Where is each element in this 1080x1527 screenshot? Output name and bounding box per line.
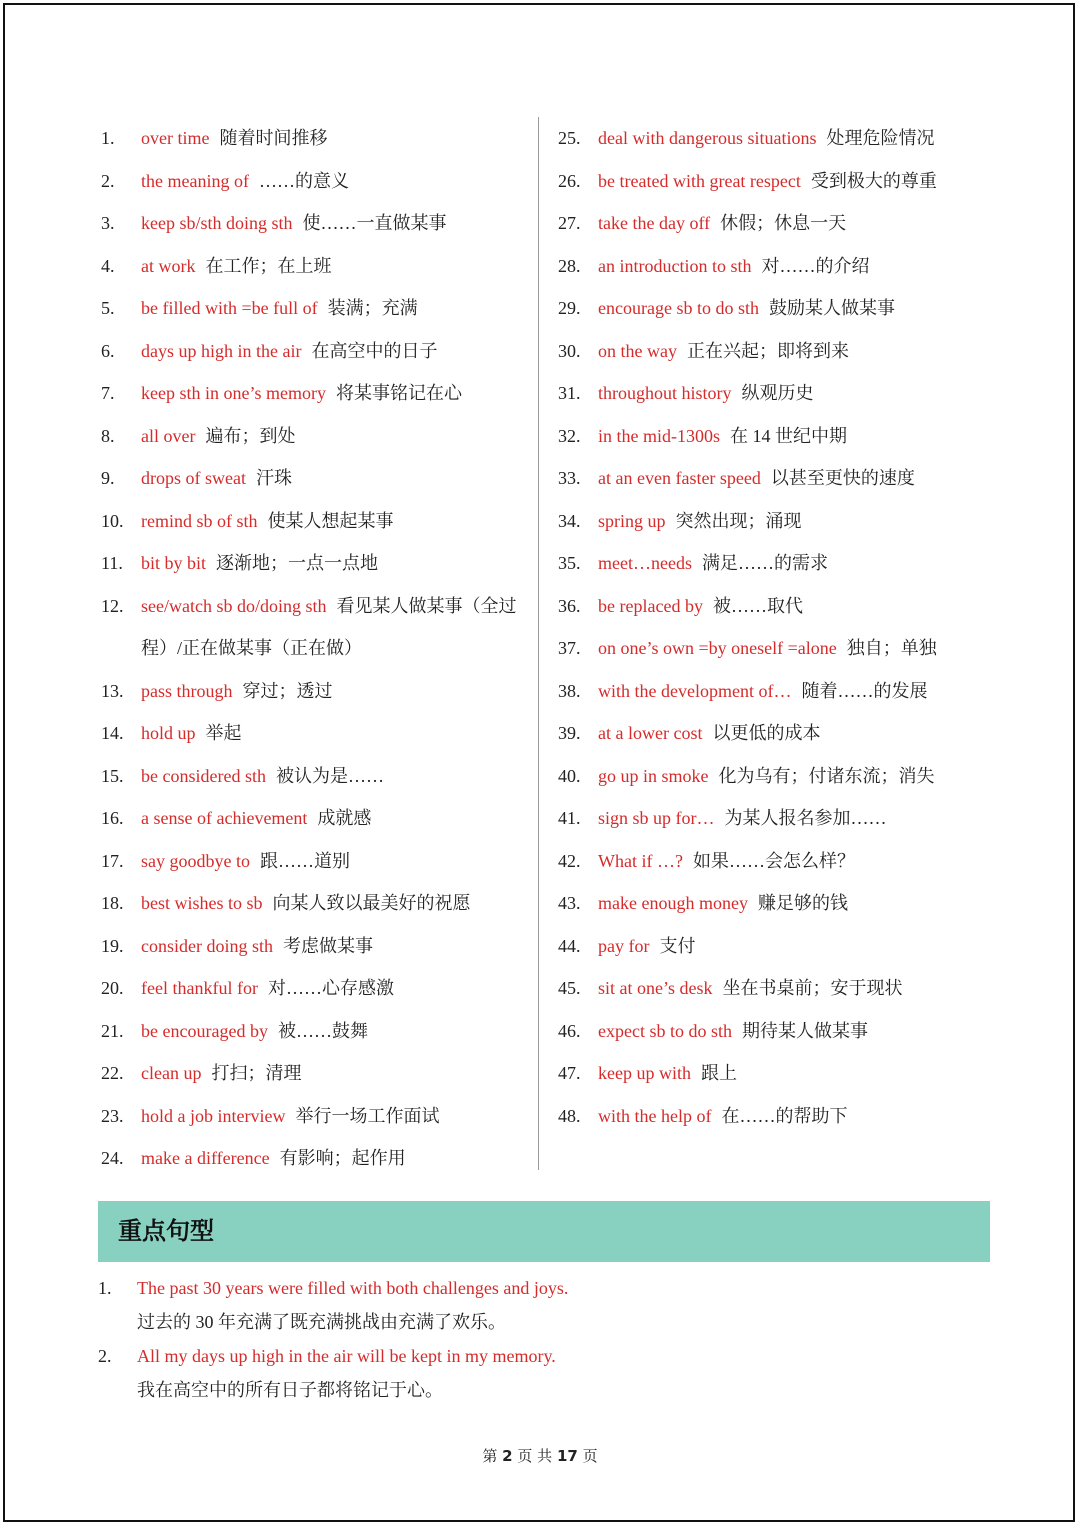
phrase-text [598,712,998,755]
phrase-english: clean up [141,1063,202,1083]
phrase-chinese: 在 14 世纪中期 [730,425,847,446]
phrase-item [558,245,998,288]
phrase-text [598,967,998,1010]
phrase-item [101,415,531,458]
phrase-text [141,840,531,883]
column-divider [538,117,539,1170]
sentence-item [98,1272,978,1340]
phrase-item [558,840,998,883]
phrase-item [558,1095,998,1138]
phrase-number: 12. [101,595,124,616]
phrase-english: be considered sth [141,765,266,786]
phrase-text [141,925,531,968]
phrase-chinese: 穿过；透过 [242,680,333,701]
phrase-item [558,117,998,160]
phrase-english: at work [141,255,196,276]
phrase-chinese: 为某人报名参加…… [724,808,887,828]
phrase-text [141,542,531,585]
phrase-chinese: 鼓励某人做某事 [768,298,895,318]
phrase-item [101,1010,531,1053]
phrase-chinese: 使……一直做某事 [302,213,447,233]
phrase-item [558,1010,998,1053]
phrase-english: keep sb/sth doing sth [141,213,293,233]
phrase-english: all over [141,425,196,446]
phrase-item [558,372,998,415]
phrase-item [101,1052,531,1095]
phrase-english: best wishes to sb [141,893,263,913]
phrase-number: 1. [101,128,115,148]
phrase-english: take the day off [598,213,711,233]
phrase-english: meet…needs [598,553,692,573]
phrase-item [101,372,531,415]
phrase-number: 37. [558,638,581,658]
phrase-item [558,202,998,245]
phrase-item [558,712,998,755]
phrase-chinese: 化为乌有；付诸东流；消失 [718,765,935,786]
phrase-chinese: 被……取代 [712,595,803,616]
phrase-number: 46. [558,1020,581,1041]
phrase-chinese: 支付 [659,935,696,956]
phrase-number: 34. [558,510,581,531]
phrase-chinese: 休假；休息一天 [720,213,847,233]
phrase-item [558,585,998,628]
phrase-english: over time [141,128,210,148]
phrase-text [141,500,531,543]
sentence-english: All my days up high in the air will be kept in my memory. [137,1346,556,1366]
phrase-chinese: 突然出现；涌现 [675,510,802,531]
phrase-english: feel thankful for [141,978,258,998]
phrase-english: with the development of… [598,680,792,701]
section-title: 重点句型 [118,1217,214,1245]
phrase-text [141,670,531,713]
phrase-chinese: 跟……道别 [259,850,350,871]
phrase-english: at a lower cost [598,723,703,743]
phrase-english: keep up with [598,1063,691,1083]
phrase-item [101,840,531,883]
phrase-text [141,287,531,330]
phrase-item [101,457,531,500]
phrase-english: on the way [598,340,677,361]
phrase-english: drops of sweat [141,468,246,488]
phrase-english: go up in smoke [598,765,709,786]
phrase-english: the meaning of [141,170,249,191]
phrase-item [558,797,998,840]
phrase-list-left [101,117,531,1180]
phrase-text [598,840,998,883]
phrase-number: 3. [101,213,115,233]
phrase-item [101,712,531,755]
sentence-number: 2. [98,1346,112,1366]
phrase-chinese: 举起 [205,723,242,743]
phrase-text [141,117,531,160]
phrase-item [101,882,531,925]
phrase-item [558,500,998,543]
phrase-number: 27. [558,213,581,233]
phrase-text [141,415,531,458]
phrase-chinese: 坐在书桌前；安于现状 [722,978,903,998]
phrase-chinese: 有影响；起作用 [279,1148,406,1168]
phrase-text [598,882,998,925]
phrase-text [598,1095,998,1138]
phrase-item [101,755,531,798]
phrase-number: 39. [558,723,581,743]
phrase-text [141,202,531,245]
sentence-body [137,1340,978,1408]
phrase-number: 8. [101,425,115,446]
phrase-text [141,712,531,755]
phrase-chinese: 汗珠 [255,468,292,488]
phrase-number: 6. [101,340,115,361]
phrase-text [598,797,998,840]
phrase-text [598,202,998,245]
phrase-text [141,1095,531,1138]
phrase-english: be treated with great respect [598,170,801,191]
phrase-number: 45. [558,978,581,998]
phrase-number: 26. [558,170,581,191]
phrase-english: days up high in the air [141,340,302,361]
phrase-text [598,245,998,288]
phrase-english: hold a job interview [141,1105,286,1126]
phrase-item [558,755,998,798]
phrase-chinese: 考虑做某事 [283,935,373,956]
phrase-item [101,1137,531,1180]
phrase-item [558,415,998,458]
phrase-number: 32. [558,425,581,446]
phrase-number: 31. [558,383,581,403]
phrase-english: in the mid-1300s [598,425,720,446]
phrase-english: hold up [141,723,196,743]
phrase-english: be filled with =be full of [141,298,318,318]
phrase-item [101,245,531,288]
footer-mid2: 共 [537,1447,553,1465]
phrase-text [141,160,531,203]
phrase-number: 7. [101,383,115,403]
sentence-body [137,1272,978,1340]
phrase-chinese: 以甚至更快的速度 [770,468,915,488]
footer-mid1: 页 [517,1447,533,1465]
phrase-text [598,117,998,160]
phrase-chinese: 遍布；到处 [205,425,296,446]
phrase-item [101,202,531,245]
phrase-number: 22. [101,1063,124,1083]
phrase-number: 48. [558,1105,581,1126]
phrase-item [558,330,998,373]
phrase-chinese: 受到极大的尊重 [810,170,937,191]
phrase-number: 35. [558,553,581,573]
phrase-chinese: 举行一场工作面试 [295,1105,440,1126]
phrase-item [101,1095,531,1138]
sentence-list [98,1272,978,1408]
phrase-text [598,670,998,713]
phrase-chinese: 被……鼓舞 [277,1020,368,1041]
phrase-english: with the help of [598,1105,712,1126]
phrase-english: see/watch sb do/doing sth [141,595,327,616]
phrase-text [141,245,531,288]
phrase-chinese: 看见某人做某事（全过程）/正在做某事（正在做） [141,595,517,658]
phrase-english: What if …? [598,850,683,871]
phrase-item [558,925,998,968]
phrase-chinese: 如果……会怎么样？ [692,850,855,871]
phrase-number: 5. [101,298,115,318]
phrase-text [141,330,531,373]
phrase-number: 4. [101,255,115,276]
phrase-english: sit at one’s desk [598,978,713,998]
phrase-text [598,372,998,415]
footer-page-number: 2 [502,1447,513,1465]
phrase-item [101,797,531,840]
footer-suffix: 页 [582,1447,598,1465]
sentence-item [98,1340,978,1408]
phrase-item [558,160,998,203]
phrase-text [598,457,998,500]
phrase-english: throughout history [598,383,732,403]
phrase-chinese: 在工作；在上班 [205,255,332,276]
phrase-list-right [558,117,998,1137]
phrase-english: keep sth in one’s memory [141,383,326,403]
footer-total-pages: 17 [556,1447,578,1465]
phrase-item [101,160,531,203]
phrase-english: a sense of achievement [141,808,308,828]
phrase-item [558,542,998,585]
phrase-number: 28. [558,255,581,276]
phrase-item [558,882,998,925]
phrase-text [598,1010,998,1053]
phrase-text [598,287,998,330]
phrase-english: say goodbye to [141,850,250,871]
phrase-number: 42. [558,850,581,871]
phrase-chinese: 装满；充满 [327,298,418,318]
phrase-text [141,755,531,798]
phrase-text [598,585,998,628]
phrase-text [141,1137,531,1180]
phrase-english: expect sb to do sth [598,1020,732,1041]
phrase-text [598,500,998,543]
phrase-english: be encouraged by [141,1020,268,1041]
phrase-number: 41. [558,808,581,828]
phrase-number: 20. [101,978,124,998]
phrase-number: 11. [101,553,123,573]
phrase-item [558,1052,998,1095]
phrase-number: 30. [558,340,581,361]
phrase-text [598,160,998,203]
phrase-chinese: 期待某人做某事 [741,1020,868,1041]
phrase-text [598,1052,998,1095]
phrase-item [101,117,531,160]
phrase-english: on one’s own =by oneself =alone [598,638,837,658]
phrase-english: consider doing sth [141,935,273,956]
phrase-english: pay for [598,935,650,956]
phrase-text [141,372,531,415]
phrase-text [598,925,998,968]
phrase-item [101,967,531,1010]
phrase-text [141,457,531,500]
phrase-english: remind sb of sth [141,510,258,531]
phrase-chinese: 向某人致以最美好的祝愿 [272,893,471,913]
phrase-chinese: 逐渐地；一点一点地 [216,553,379,573]
phrase-number: 16. [101,808,124,828]
phrase-english: at an even faster speed [598,468,761,488]
phrase-text [141,1010,531,1053]
phrase-english: an introduction to sth [598,255,752,276]
phrase-number: 25. [558,128,581,148]
phrase-number: 24. [101,1148,124,1168]
phrase-chinese: 对……的介绍 [761,255,870,276]
phrase-english: be replaced by [598,595,703,616]
phrase-chinese: 赚足够的钱 [757,893,848,913]
sentence-english: The past 30 years were filled with both challenges and joys. [137,1278,569,1298]
phrase-chinese: 成就感 [317,808,372,828]
phrase-text [598,330,998,373]
phrase-number: 17. [101,850,124,871]
phrase-chinese: 对……心存感激 [267,978,394,998]
phrase-english: pass through [141,680,233,701]
phrase-chinese: 独自；单独 [846,638,937,658]
phrase-chinese: 纵观历史 [741,383,814,403]
phrase-text [141,882,531,925]
phrase-chinese: 被认为是…… [275,765,384,786]
phrase-item [558,627,998,670]
phrase-english: bit by bit [141,553,207,573]
phrase-item [101,925,531,968]
phrase-text [141,1052,531,1095]
phrase-text [598,542,998,585]
phrase-item [558,967,998,1010]
phrase-text [598,755,998,798]
phrase-text [141,797,531,840]
phrase-item [101,542,531,585]
section-header [98,1201,990,1262]
sentence-chinese: 过去的 30 年充满了既充满挑战由充满了欢乐。 [137,1312,506,1332]
phrase-item [558,287,998,330]
phrase-number: 18. [101,893,124,913]
phrase-number: 13. [101,680,124,701]
phrase-number: 33. [558,468,581,488]
phrase-item [101,670,531,713]
phrase-text [141,967,531,1010]
phrase-english: spring up [598,510,666,531]
page-footer [0,1445,1080,1466]
phrase-item [558,670,998,713]
phrase-text [141,585,531,670]
sentence-number: 1. [98,1278,112,1298]
phrase-english: encourage sb to do sth [598,298,759,318]
phrase-number: 14. [101,723,124,743]
phrase-chinese: 在……的帮助下 [721,1105,848,1126]
sentence-chinese: 我在高空中的所有日子都将铭记于心。 [137,1380,443,1400]
phrase-chinese: 使某人想起某事 [267,510,394,531]
phrase-chinese: 跟上 [700,1063,737,1083]
phrase-number: 19. [101,935,124,956]
phrase-item [101,330,531,373]
phrase-number: 38. [558,680,581,701]
phrase-item [101,287,531,330]
phrase-number: 9. [101,468,115,488]
phrase-number: 47. [558,1063,581,1083]
footer-prefix: 第 [482,1447,498,1465]
phrase-english: make a difference [141,1148,270,1168]
phrase-english: make enough money [598,893,748,913]
phrase-number: 21. [101,1020,124,1041]
phrase-number: 40. [558,765,581,786]
phrase-number: 36. [558,595,581,616]
phrase-chinese: ……的意义 [258,170,349,191]
phrase-chinese: 处理危险情况 [826,128,935,148]
phrase-number: 43. [558,893,581,913]
phrase-number: 44. [558,935,581,956]
phrase-number: 29. [558,298,581,318]
phrase-chinese: 正在兴起；即将到来 [686,340,849,361]
phrase-text [598,415,998,458]
phrase-number: 10. [101,510,124,531]
phrase-number: 2. [101,170,115,191]
phrase-english: deal with dangerous situations [598,128,817,148]
phrase-number: 15. [101,765,124,786]
phrase-english: sign sb up for… [598,808,715,828]
phrase-text [598,627,998,670]
phrase-chinese: 随着……的发展 [801,680,928,701]
phrase-item [101,500,531,543]
phrase-chinese: 将某事铭记在心 [335,383,462,403]
phrase-number: 23. [101,1105,124,1126]
phrase-chinese: 满足……的需求 [701,553,828,573]
phrase-chinese: 在高空中的日子 [311,340,438,361]
phrase-chinese: 打扫；清理 [211,1063,302,1083]
phrase-item [101,585,531,670]
phrase-chinese: 随着时间推移 [219,128,328,148]
phrase-item [558,457,998,500]
phrase-chinese: 以更低的成本 [712,723,821,743]
